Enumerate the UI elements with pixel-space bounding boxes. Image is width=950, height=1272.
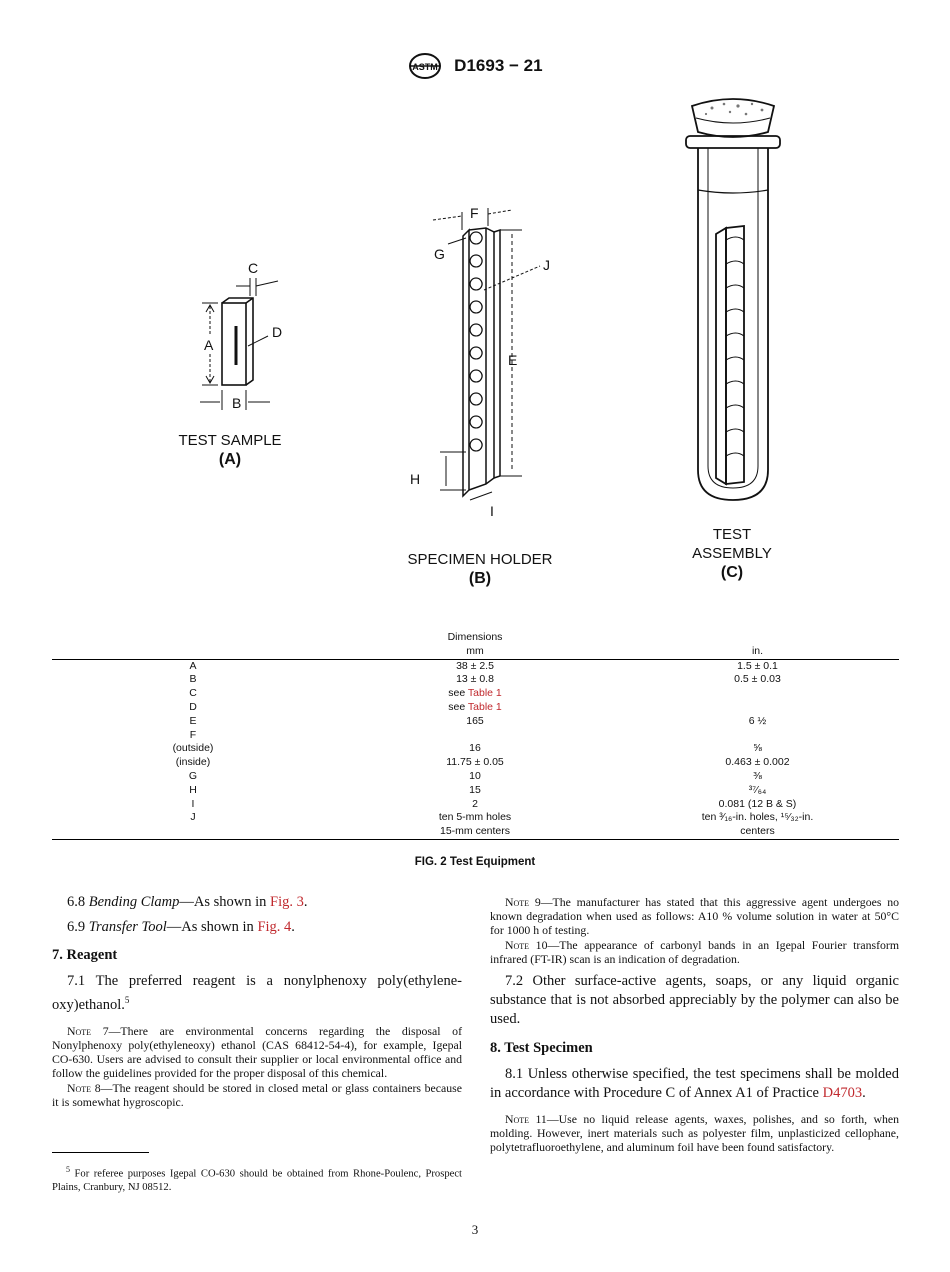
- test-assembly-drawing: [686, 99, 780, 500]
- para-7-1: 7.1 The preferred reagent is a nonylphenoxy poly(ethylene-oxy)ethanol.$^5$: [52, 973, 462, 1013]
- table-row: (outside) 16 ⅝: [172, 742, 762, 755]
- table-row: J ten 5-mm holes ten ³⁄₁₆-in. holes, ¹⁵⁄₃₂-in.: [190, 811, 814, 824]
- table-row: A 38 ± 2.5 1.5 ± 0.1: [189, 659, 778, 672]
- figure-caption: FIG. 2 Test Equipment: [414, 856, 536, 868]
- dimensions-table: Dimensions mm in. A 38 ± 2.5 1.5 ± 0.1 B 13 ± 0.8 0.5 ± 0.03 C see Table 1 D see Table 1 E 165 6 ½ F (outside) 16 ⅝ (inside) 11.75 ± 0.05 0.463 ± 0.002 G 10 ⅜ H 15 ³⁷⁄₆₄ I 2 0.081 (12 B & S) J ten 5-mm holes ten ³⁄₁₆-in. holes, ¹⁵⁄₃₂-in. 15-mm centers centers: [52, 631, 899, 840]
- note-10: Note 10—The appearance of carbonyl bands in an Igepal Fourier transform infrared (FT-IR) scan is an indication of degradation.: [490, 937, 899, 966]
- note-7: Note 7—There are environmental concerns regarding the disposal of Nonylphenoxy poly(ethyleneoxy) ethanol (CAS 68412-54-4), for example, Igepal CO-630. Users are advised to consult their supplier or local environmental office and follow the guidelines provided for the proper disposal of this chemical.: [52, 1023, 463, 1081]
- note-9: Note 9—The manufacturer has stated that this aggressive agent undergoes no known degradation when used as follows: A10 % volume solution in water at 50°C for 1000 h of testing.: [490, 895, 899, 938]
- specimen-holder-dim-letters: [410, 205, 550, 519]
- svg-text:F: F: [470, 205, 479, 221]
- figure-drawing: [150, 95, 810, 595]
- section-7-heading: 7. Reagent: [52, 947, 118, 963]
- footnote-rule: [52, 1152, 149, 1153]
- svg-text:I: I: [490, 503, 494, 519]
- document-designation: D1693 − 21: [454, 56, 543, 75]
- table-row: C see Table 1: [189, 687, 502, 700]
- specimen-holder-drawing: [433, 208, 540, 500]
- svg-text:A: A: [204, 337, 214, 353]
- table-row: E 165 6 ½: [189, 714, 767, 727]
- svg-text:ASTM: ASTM: [412, 62, 439, 72]
- page-header: [0, 52, 950, 80]
- table-row: H 15 ³⁷⁄₆₄: [189, 783, 767, 796]
- table-row: F: [189, 728, 197, 741]
- svg-text:D: D: [272, 324, 283, 340]
- panel-a-label: TEST SAMPLE (A): [178, 432, 282, 468]
- table-row: (inside) 11.75 ± 0.05 0.463 ± 0.002: [175, 756, 790, 769]
- svg-text:E: E: [508, 352, 518, 368]
- astm-logo-icon: [407, 52, 443, 80]
- right-column: [490, 895, 899, 1155]
- table-row: D see Table 1: [189, 700, 502, 713]
- page-number: 3: [471, 1222, 479, 1237]
- table-row: B 13 ± 0.8 0.5 ± 0.03: [189, 673, 781, 686]
- table-row: I 2 0.081 (12 B & S): [191, 797, 797, 810]
- svg-text:H: H: [410, 471, 421, 487]
- section-8-heading: 8. Test Specimen: [490, 1040, 593, 1057]
- svg-text:C: C: [248, 260, 259, 276]
- footnote-5: $^5$ For referee purposes Igepal CO-630 should be obtained from Rhone-Poulenc, Prospect Plains, Cranbury, NJ 08512.: [52, 1165, 462, 1194]
- note-8: Note 8—The reagent should be stored in closed metal or glass containers because it is somewhat hygroscopic.: [52, 1080, 462, 1109]
- cork-texture: [705, 103, 763, 116]
- table-row: 15-mm centers centers: [52, 825, 899, 839]
- panel-c-label: TEST ASSEMBLY (C): [692, 526, 772, 581]
- left-column: [52, 893, 462, 1109]
- para-6-9: 6.9 Transfer Tool—As shown in Fig. 4.: [67, 919, 295, 935]
- table-title: Dimensions: [447, 631, 503, 643]
- para-8-1: 8.1 Unless otherwise specified, the test specimens shall be molded in accordance with Procedure C of Annex A1 of Practice D4703.: [490, 1066, 899, 1102]
- svg-text:B: B: [232, 395, 242, 411]
- panel-b-label: SPECIMEN HOLDER (B): [407, 551, 553, 587]
- svg-text:G: G: [434, 246, 445, 262]
- svg-text:J: J: [543, 257, 550, 273]
- note-11: Note 11—Use no liquid release agents, waxes, polishes, and so forth, when molding. However, inert materials such as polyester film, unplasticized cellophane, polytetrafluoroethylene, and aluminum foil have been found satisfactory.: [490, 1112, 899, 1155]
- para-6-8: 6.8 Bending Clamp—As shown in Fig. 3.: [67, 894, 308, 910]
- para-7-2: 7.2 Other surface-active agents, soaps, or any liquid organic substance that is not absorbed appreciably by the polymer can also be used.: [490, 973, 899, 1028]
- table-row: G 10 ⅜: [188, 769, 762, 782]
